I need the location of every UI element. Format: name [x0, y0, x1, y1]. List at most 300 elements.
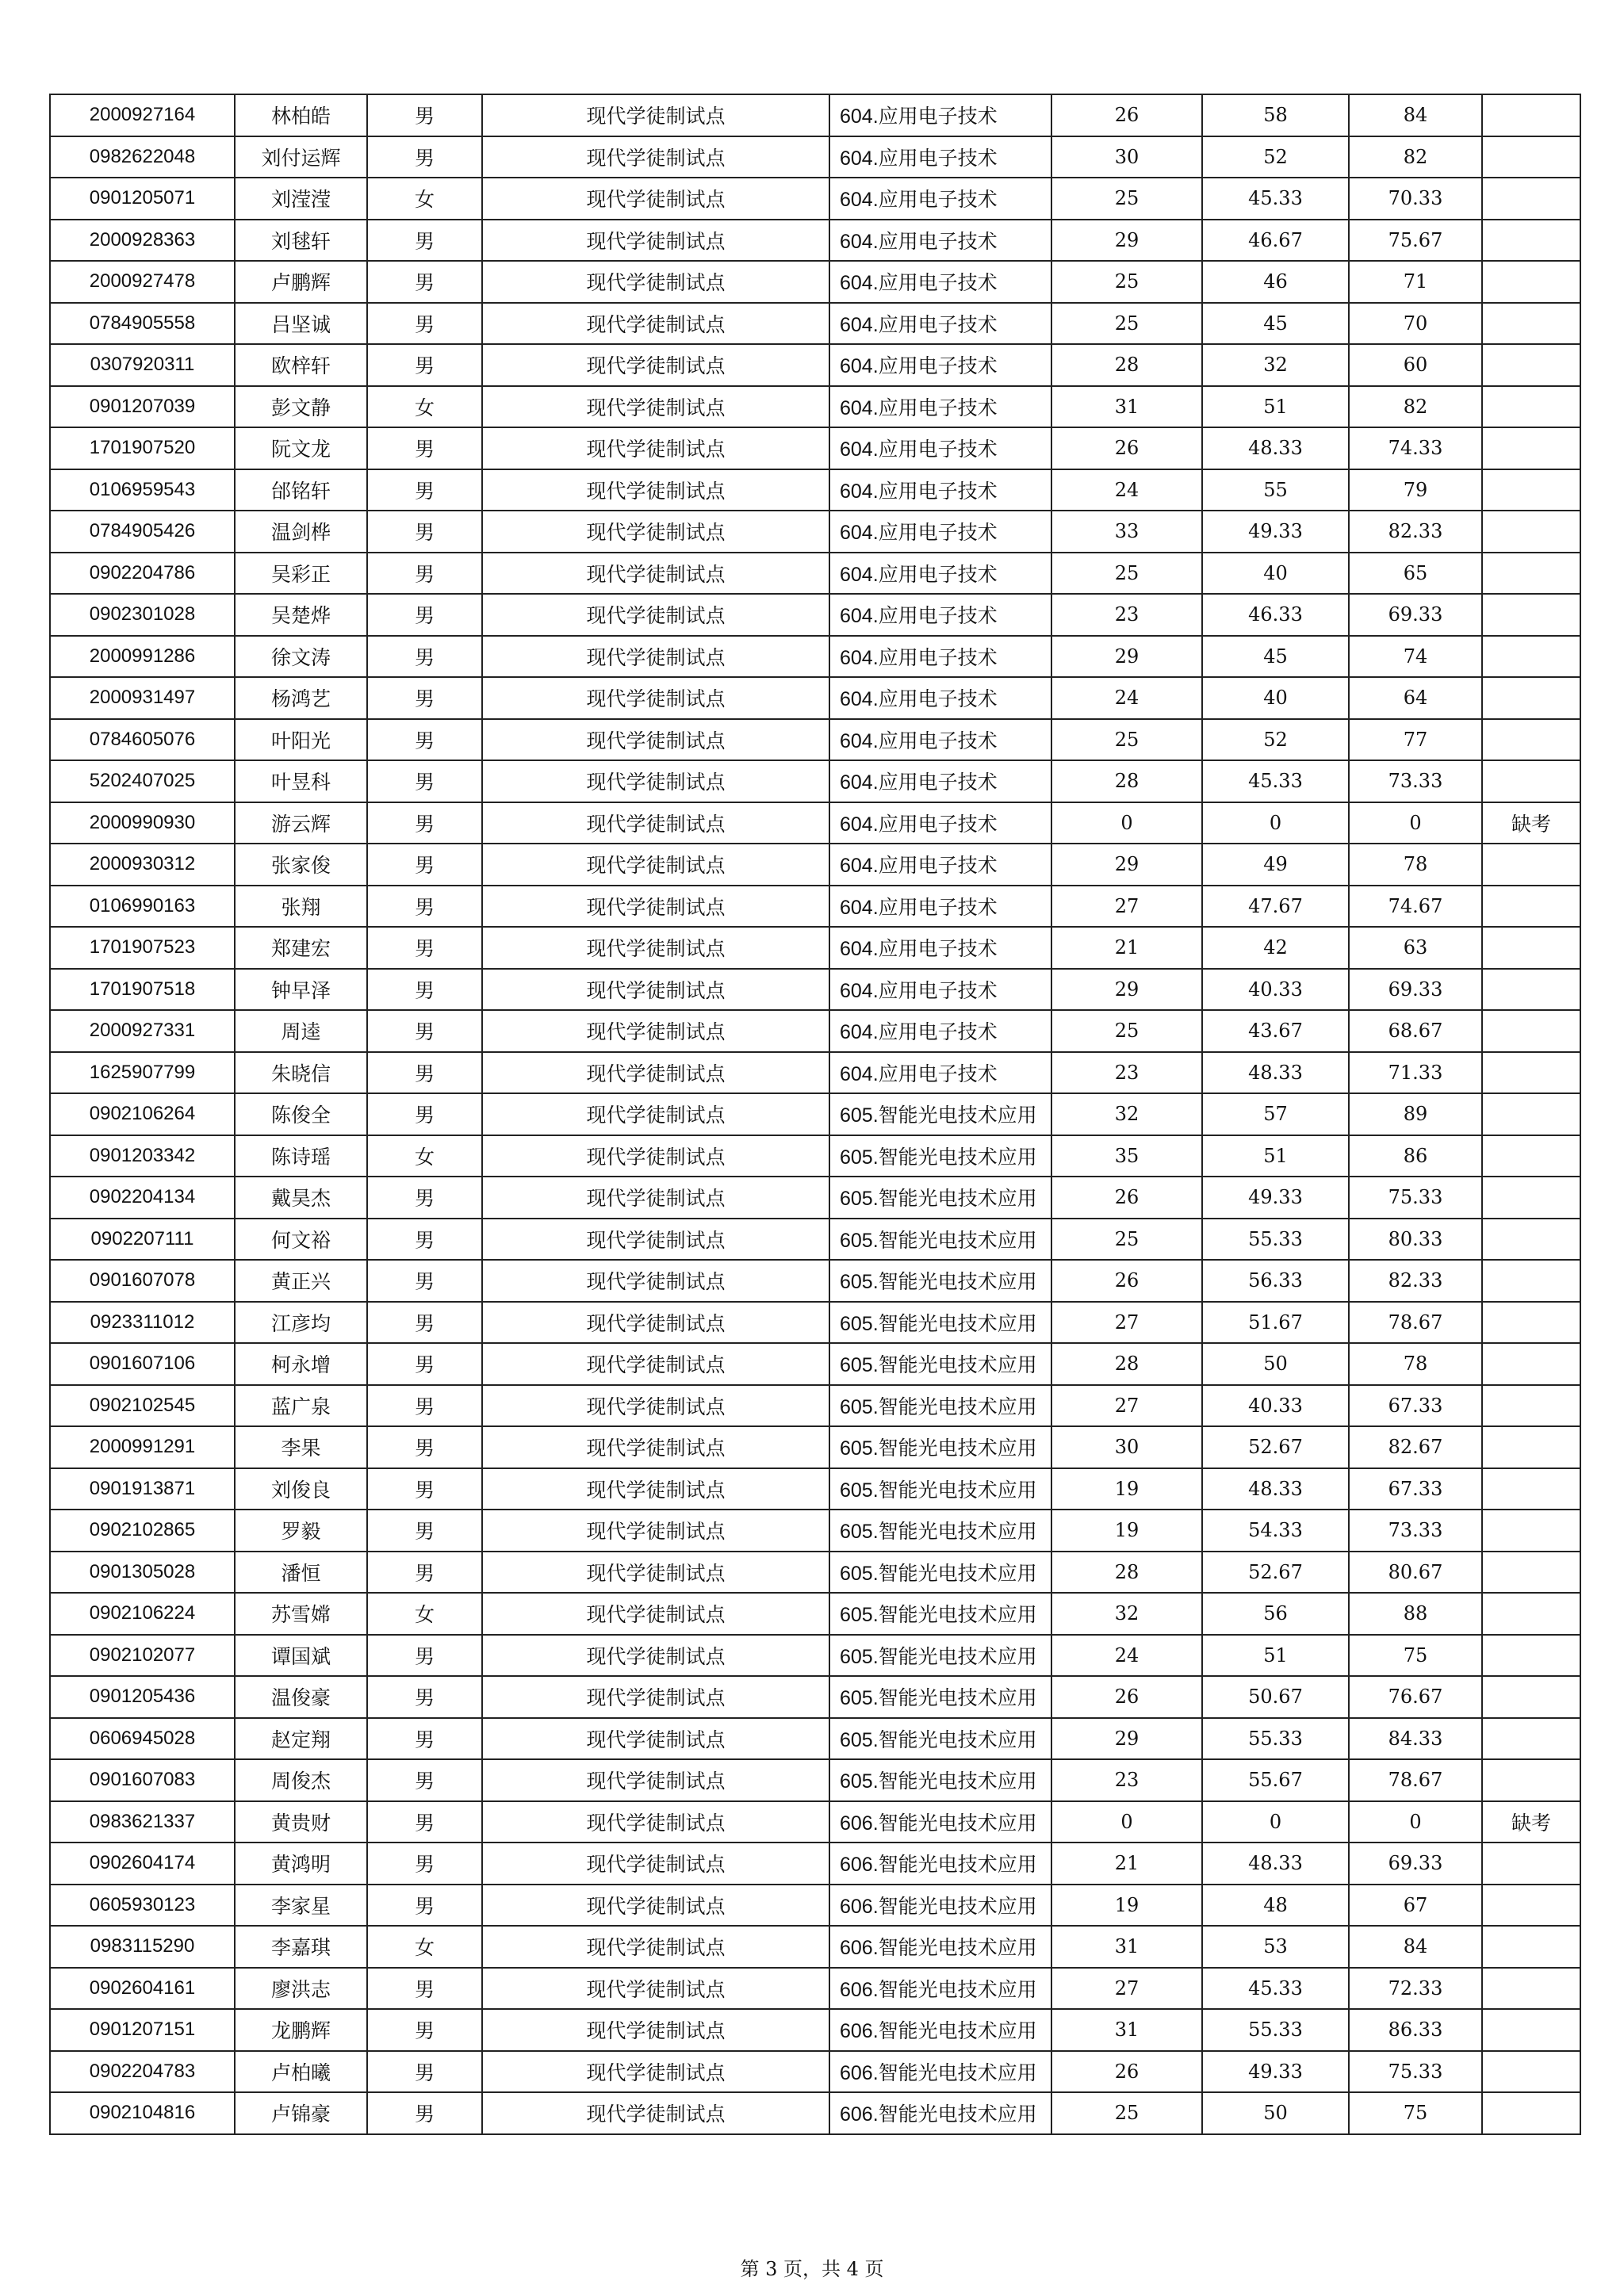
cell-score1: 33	[1051, 511, 1202, 553]
cell-score2: 45	[1202, 303, 1349, 345]
cell-gender: 男	[367, 136, 482, 178]
cell-total: 84.33	[1349, 1718, 1482, 1760]
table-row	[50, 594, 1580, 636]
cell-major: 605.智能光电技术应用	[829, 1676, 1051, 1718]
cell-id: 0901607083	[50, 1759, 235, 1801]
cell-remark	[1482, 2092, 1580, 2134]
cell-name: 刘滢滢	[235, 178, 367, 220]
cell-major: 604.应用电子技术	[829, 469, 1051, 511]
cell-id: 0605930123	[50, 1885, 235, 1927]
cell-remark	[1482, 178, 1580, 220]
cell-major: 605.智能光电技术应用	[829, 1468, 1051, 1510]
cell-id: 0902604174	[50, 1843, 235, 1885]
cell-score2: 49	[1202, 844, 1349, 886]
cell-score2: 52.67	[1202, 1552, 1349, 1594]
cell-major: 604.应用电子技术	[829, 386, 1051, 428]
cell-gender: 男	[367, 802, 482, 844]
cell-type: 现代学徒制试点	[482, 1426, 829, 1468]
cell-score1: 29	[1051, 220, 1202, 262]
cell-remark	[1482, 1385, 1580, 1427]
cell-type: 现代学徒制试点	[482, 2092, 829, 2134]
cell-score1: 35	[1051, 1135, 1202, 1177]
cell-score2: 52	[1202, 719, 1349, 761]
cell-score2: 32	[1202, 344, 1349, 386]
cell-name: 张家俊	[235, 844, 367, 886]
cell-id: 1625907799	[50, 1052, 235, 1094]
cell-gender: 男	[367, 1801, 482, 1843]
cell-total: 80.33	[1349, 1219, 1482, 1261]
cell-remark	[1482, 1718, 1580, 1760]
cell-id: 0982622048	[50, 136, 235, 178]
cell-type: 现代学徒制试点	[482, 427, 829, 469]
table-row	[50, 760, 1580, 802]
table-row	[50, 553, 1580, 595]
cell-remark	[1482, 1635, 1580, 1677]
cell-type: 现代学徒制试点	[482, 178, 829, 220]
cell-major: 604.应用电子技术	[829, 344, 1051, 386]
cell-id: 0901205071	[50, 178, 235, 220]
table-row	[50, 1968, 1580, 2010]
cell-score2: 57	[1202, 1093, 1349, 1135]
cell-total: 77	[1349, 719, 1482, 761]
cell-score2: 48.33	[1202, 1052, 1349, 1094]
table-row	[50, 1426, 1580, 1468]
cell-score2: 47.67	[1202, 886, 1349, 928]
table-row	[50, 94, 1580, 136]
cell-remark	[1482, 220, 1580, 262]
cell-id: 0902204783	[50, 2051, 235, 2093]
cell-gender: 男	[367, 1302, 482, 1344]
table-row	[50, 1302, 1580, 1344]
table-row	[50, 136, 1580, 178]
cell-major: 606.智能光电技术应用	[829, 1885, 1051, 1927]
cell-total: 79	[1349, 469, 1482, 511]
cell-gender: 男	[367, 844, 482, 886]
cell-major: 604.应用电子技术	[829, 1052, 1051, 1094]
cell-name: 罗毅	[235, 1510, 367, 1552]
cell-total: 89	[1349, 1093, 1482, 1135]
cell-name: 柯永增	[235, 1343, 367, 1385]
cell-gender: 男	[367, 719, 482, 761]
cell-type: 现代学徒制试点	[482, 261, 829, 303]
cell-score2: 55.33	[1202, 2009, 1349, 2051]
cell-gender: 男	[367, 677, 482, 719]
cell-total: 73.33	[1349, 1510, 1482, 1552]
table-row	[50, 1676, 1580, 1718]
cell-gender: 男	[367, 1426, 482, 1468]
cell-score1: 26	[1051, 1260, 1202, 1302]
cell-total: 72.33	[1349, 1968, 1482, 2010]
cell-major: 604.应用电子技术	[829, 178, 1051, 220]
cell-score1: 27	[1051, 886, 1202, 928]
cell-major: 604.应用电子技术	[829, 677, 1051, 719]
cell-score2: 53	[1202, 1926, 1349, 1968]
cell-type: 现代学徒制试点	[482, 1385, 829, 1427]
cell-score2: 49.33	[1202, 1177, 1349, 1219]
cell-id: 2000990930	[50, 802, 235, 844]
cell-score1: 29	[1051, 844, 1202, 886]
cell-total: 71	[1349, 261, 1482, 303]
cell-name: 林柏皓	[235, 94, 367, 136]
cell-type: 现代学徒制试点	[482, 136, 829, 178]
cell-name: 江彦均	[235, 1302, 367, 1344]
cell-gender: 男	[367, 1510, 482, 1552]
table-row	[50, 261, 1580, 303]
cell-id: 1701907518	[50, 969, 235, 1011]
cell-total: 74.67	[1349, 886, 1482, 928]
cell-gender: 男	[367, 1468, 482, 1510]
cell-total: 67.33	[1349, 1385, 1482, 1427]
cell-id: 0784605076	[50, 719, 235, 761]
cell-type: 现代学徒制试点	[482, 344, 829, 386]
cell-total: 0	[1349, 1801, 1482, 1843]
cell-name: 卢锦豪	[235, 2092, 367, 2134]
cell-id: 1701907523	[50, 927, 235, 969]
cell-type: 现代学徒制试点	[482, 1593, 829, 1635]
cell-score2: 40	[1202, 677, 1349, 719]
cell-name: 游云辉	[235, 802, 367, 844]
cell-score1: 26	[1051, 427, 1202, 469]
cell-id: 0902204786	[50, 553, 235, 595]
cell-gender: 女	[367, 1135, 482, 1177]
cell-score1: 26	[1051, 94, 1202, 136]
cell-score1: 28	[1051, 1552, 1202, 1594]
cell-id: 1701907520	[50, 427, 235, 469]
cell-total: 73.33	[1349, 760, 1482, 802]
cell-type: 现代学徒制试点	[482, 1052, 829, 1094]
cell-name: 何文裕	[235, 1219, 367, 1261]
cell-type: 现代学徒制试点	[482, 1926, 829, 1968]
cell-type: 现代学徒制试点	[482, 1302, 829, 1344]
cell-score2: 42	[1202, 927, 1349, 969]
cell-score1: 27	[1051, 1968, 1202, 2010]
cell-major: 606.智能光电技术应用	[829, 1926, 1051, 1968]
cell-major: 605.智能光电技术应用	[829, 1093, 1051, 1135]
cell-score1: 23	[1051, 1759, 1202, 1801]
table-row	[50, 1135, 1580, 1177]
cell-gender: 男	[367, 1177, 482, 1219]
cell-score1: 25	[1051, 178, 1202, 220]
cell-name: 朱晓信	[235, 1052, 367, 1094]
table-row	[50, 2009, 1580, 2051]
cell-gender: 男	[367, 594, 482, 636]
cell-type: 现代学徒制试点	[482, 1177, 829, 1219]
cell-major: 606.智能光电技术应用	[829, 2051, 1051, 2093]
cell-score1: 30	[1051, 1426, 1202, 1468]
cell-score2: 45.33	[1202, 760, 1349, 802]
cell-score2: 45.33	[1202, 178, 1349, 220]
cell-score2: 50.67	[1202, 1676, 1349, 1718]
cell-major: 605.智能光电技术应用	[829, 1426, 1051, 1468]
cell-score1: 28	[1051, 760, 1202, 802]
cell-score1: 24	[1051, 1635, 1202, 1677]
cell-score1: 26	[1051, 1676, 1202, 1718]
cell-name: 刘俊良	[235, 1468, 367, 1510]
table-row	[50, 386, 1580, 428]
cell-type: 现代学徒制试点	[482, 636, 829, 678]
cell-type: 现代学徒制试点	[482, 1635, 829, 1677]
cell-gender: 男	[367, 1843, 482, 1885]
cell-type: 现代学徒制试点	[482, 1135, 829, 1177]
cell-id: 0901913871	[50, 1468, 235, 1510]
score-table-body	[50, 94, 1580, 2134]
cell-gender: 男	[367, 927, 482, 969]
cell-id: 0902301028	[50, 594, 235, 636]
cell-id: 2000931497	[50, 677, 235, 719]
cell-gender: 男	[367, 261, 482, 303]
cell-name: 温剑桦	[235, 511, 367, 553]
cell-score2: 51	[1202, 386, 1349, 428]
cell-gender: 男	[367, 969, 482, 1011]
cell-total: 69.33	[1349, 969, 1482, 1011]
cell-name: 欧梓轩	[235, 344, 367, 386]
cell-gender: 男	[367, 886, 482, 928]
cell-score2: 48.33	[1202, 1468, 1349, 1510]
cell-total: 84	[1349, 94, 1482, 136]
cell-name: 李果	[235, 1426, 367, 1468]
table-row	[50, 1385, 1580, 1427]
cell-score1: 21	[1051, 1843, 1202, 1885]
table-row	[50, 1926, 1580, 1968]
cell-gender: 男	[367, 94, 482, 136]
cell-score1: 26	[1051, 2051, 1202, 2093]
cell-gender: 男	[367, 2092, 482, 2134]
page-footer: 第 3 页，共 4 页	[740, 2258, 884, 2280]
cell-score2: 46	[1202, 261, 1349, 303]
cell-type: 现代学徒制试点	[482, 94, 829, 136]
cell-name: 钟早泽	[235, 969, 367, 1011]
cell-score1: 30	[1051, 136, 1202, 178]
cell-major: 606.智能光电技术应用	[829, 2092, 1051, 2134]
cell-type: 现代学徒制试点	[482, 1219, 829, 1261]
cell-score1: 25	[1051, 261, 1202, 303]
cell-major: 604.应用电子技术	[829, 802, 1051, 844]
table-row	[50, 1343, 1580, 1385]
cell-id: 0784905558	[50, 303, 235, 345]
cell-score2: 50	[1202, 2092, 1349, 2134]
cell-id: 0106990163	[50, 886, 235, 928]
cell-type: 现代学徒制试点	[482, 1093, 829, 1135]
cell-id: 0901207151	[50, 2009, 235, 2051]
cell-score2: 40.33	[1202, 1385, 1349, 1427]
table-row	[50, 1052, 1580, 1094]
cell-score1: 31	[1051, 2009, 1202, 2051]
cell-remark	[1482, 553, 1580, 595]
cell-total: 75.33	[1349, 2051, 1482, 2093]
cell-major: 605.智能光电技术应用	[829, 1385, 1051, 1427]
cell-score1: 19	[1051, 1510, 1202, 1552]
cell-total: 82.33	[1349, 1260, 1482, 1302]
cell-type: 现代学徒制试点	[482, 760, 829, 802]
cell-remark	[1482, 1843, 1580, 1885]
cell-id: 0106959543	[50, 469, 235, 511]
cell-score1: 19	[1051, 1885, 1202, 1927]
cell-total: 70	[1349, 303, 1482, 345]
cell-remark	[1482, 969, 1580, 1011]
cell-remark	[1482, 94, 1580, 136]
cell-remark	[1482, 886, 1580, 928]
cell-total: 60	[1349, 344, 1482, 386]
cell-remark	[1482, 1968, 1580, 2010]
cell-gender: 男	[367, 303, 482, 345]
cell-name: 叶昱科	[235, 760, 367, 802]
cell-remark	[1482, 1759, 1580, 1801]
cell-major: 604.应用电子技术	[829, 136, 1051, 178]
cell-remark	[1482, 1426, 1580, 1468]
table-row	[50, 1010, 1580, 1052]
cell-total: 63	[1349, 927, 1482, 969]
table-row	[50, 844, 1580, 886]
cell-id: 0983115290	[50, 1926, 235, 1968]
cell-score1: 19	[1051, 1468, 1202, 1510]
cell-name: 徐文涛	[235, 636, 367, 678]
cell-major: 604.应用电子技术	[829, 760, 1051, 802]
cell-major: 604.应用电子技术	[829, 719, 1051, 761]
cell-remark	[1482, 760, 1580, 802]
cell-total: 65	[1349, 553, 1482, 595]
table-row	[50, 1885, 1580, 1927]
cell-type: 现代学徒制试点	[482, 927, 829, 969]
cell-total: 67	[1349, 1885, 1482, 1927]
cell-total: 78	[1349, 1343, 1482, 1385]
cell-remark	[1482, 344, 1580, 386]
cell-major: 604.应用电子技术	[829, 553, 1051, 595]
cell-id: 0901207039	[50, 386, 235, 428]
cell-name: 黄鸿明	[235, 1843, 367, 1885]
cell-score1: 25	[1051, 303, 1202, 345]
cell-remark	[1482, 1593, 1580, 1635]
cell-gender: 男	[367, 2009, 482, 2051]
cell-name: 黄贵财	[235, 1801, 367, 1843]
table-row	[50, 1093, 1580, 1135]
cell-type: 现代学徒制试点	[482, 677, 829, 719]
cell-score1: 31	[1051, 1926, 1202, 1968]
cell-score1: 24	[1051, 469, 1202, 511]
cell-id: 0307920311	[50, 344, 235, 386]
cell-type: 现代学徒制试点	[482, 511, 829, 553]
cell-gender: 男	[367, 1385, 482, 1427]
cell-type: 现代学徒制试点	[482, 1885, 829, 1927]
cell-id: 0901205436	[50, 1676, 235, 1718]
cell-gender: 男	[367, 636, 482, 678]
table-row	[50, 1177, 1580, 1219]
cell-gender: 男	[367, 1635, 482, 1677]
table-row	[50, 636, 1580, 678]
cell-remark	[1482, 1260, 1580, 1302]
cell-remark	[1482, 469, 1580, 511]
cell-id: 2000928363	[50, 220, 235, 262]
cell-major: 605.智能光电技术应用	[829, 1135, 1051, 1177]
cell-major: 605.智能光电技术应用	[829, 1759, 1051, 1801]
cell-total: 82.67	[1349, 1426, 1482, 1468]
cell-score1: 25	[1051, 2092, 1202, 2134]
cell-type: 现代学徒制试点	[482, 553, 829, 595]
cell-type: 现代学徒制试点	[482, 1843, 829, 1885]
cell-name: 吴彩正	[235, 553, 367, 595]
cell-type: 现代学徒制试点	[482, 969, 829, 1011]
cell-total: 75.33	[1349, 1177, 1482, 1219]
cell-score2: 55	[1202, 469, 1349, 511]
cell-score2: 46.33	[1202, 594, 1349, 636]
cell-score1: 0	[1051, 1801, 1202, 1843]
cell-id: 0902204134	[50, 1177, 235, 1219]
cell-id: 0902102545	[50, 1385, 235, 1427]
cell-score2: 55.67	[1202, 1759, 1349, 1801]
cell-major: 605.智能光电技术应用	[829, 1593, 1051, 1635]
cell-gender: 女	[367, 1593, 482, 1635]
cell-score2: 56.33	[1202, 1260, 1349, 1302]
cell-score1: 29	[1051, 969, 1202, 1011]
cell-score2: 55.33	[1202, 1219, 1349, 1261]
cell-remark	[1482, 261, 1580, 303]
cell-id: 0784905426	[50, 511, 235, 553]
cell-total: 75	[1349, 2092, 1482, 2134]
cell-score2: 54.33	[1202, 1510, 1349, 1552]
cell-remark	[1482, 1052, 1580, 1094]
cell-score1: 23	[1051, 1052, 1202, 1094]
cell-type: 现代学徒制试点	[482, 1468, 829, 1510]
cell-score1: 25	[1051, 719, 1202, 761]
cell-name: 郑建宏	[235, 927, 367, 969]
cell-name: 邰铭轩	[235, 469, 367, 511]
cell-name: 陈俊全	[235, 1093, 367, 1135]
cell-gender: 男	[367, 1343, 482, 1385]
cell-score1: 29	[1051, 1718, 1202, 1760]
cell-total: 68.67	[1349, 1010, 1482, 1052]
cell-gender: 男	[367, 1676, 482, 1718]
cell-name: 陈诗瑶	[235, 1135, 367, 1177]
table-row	[50, 886, 1580, 928]
cell-major: 604.应用电子技术	[829, 1010, 1051, 1052]
cell-name: 赵定翔	[235, 1718, 367, 1760]
cell-remark	[1482, 677, 1580, 719]
cell-gender: 男	[367, 760, 482, 802]
cell-name: 戴昊杰	[235, 1177, 367, 1219]
cell-total: 75	[1349, 1635, 1482, 1677]
cell-name: 阮文龙	[235, 427, 367, 469]
cell-score2: 55.33	[1202, 1718, 1349, 1760]
cell-type: 现代学徒制试点	[482, 220, 829, 262]
cell-total: 67.33	[1349, 1468, 1482, 1510]
cell-major: 604.应用电子技术	[829, 927, 1051, 969]
cell-score1: 25	[1051, 553, 1202, 595]
cell-score2: 58	[1202, 94, 1349, 136]
cell-remark: 缺考	[1482, 802, 1580, 844]
cell-total: 69.33	[1349, 1843, 1482, 1885]
table-row	[50, 344, 1580, 386]
cell-score2: 40	[1202, 553, 1349, 595]
cell-gender: 男	[367, 220, 482, 262]
cell-remark	[1482, 844, 1580, 886]
cell-type: 现代学徒制试点	[482, 886, 829, 928]
cell-major: 604.应用电子技术	[829, 886, 1051, 928]
cell-remark	[1482, 386, 1580, 428]
cell-gender: 男	[367, 344, 482, 386]
cell-id: 0901203342	[50, 1135, 235, 1177]
cell-remark	[1482, 1510, 1580, 1552]
cell-remark	[1482, 1676, 1580, 1718]
cell-remark	[1482, 1177, 1580, 1219]
cell-major: 604.应用电子技术	[829, 511, 1051, 553]
cell-remark	[1482, 1926, 1580, 1968]
cell-score1: 29	[1051, 636, 1202, 678]
cell-score2: 49.33	[1202, 511, 1349, 553]
table-row	[50, 802, 1580, 844]
cell-remark	[1482, 2051, 1580, 2093]
cell-major: 605.智能光电技术应用	[829, 1718, 1051, 1760]
cell-type: 现代学徒制试点	[482, 1801, 829, 1843]
cell-gender: 男	[367, 469, 482, 511]
